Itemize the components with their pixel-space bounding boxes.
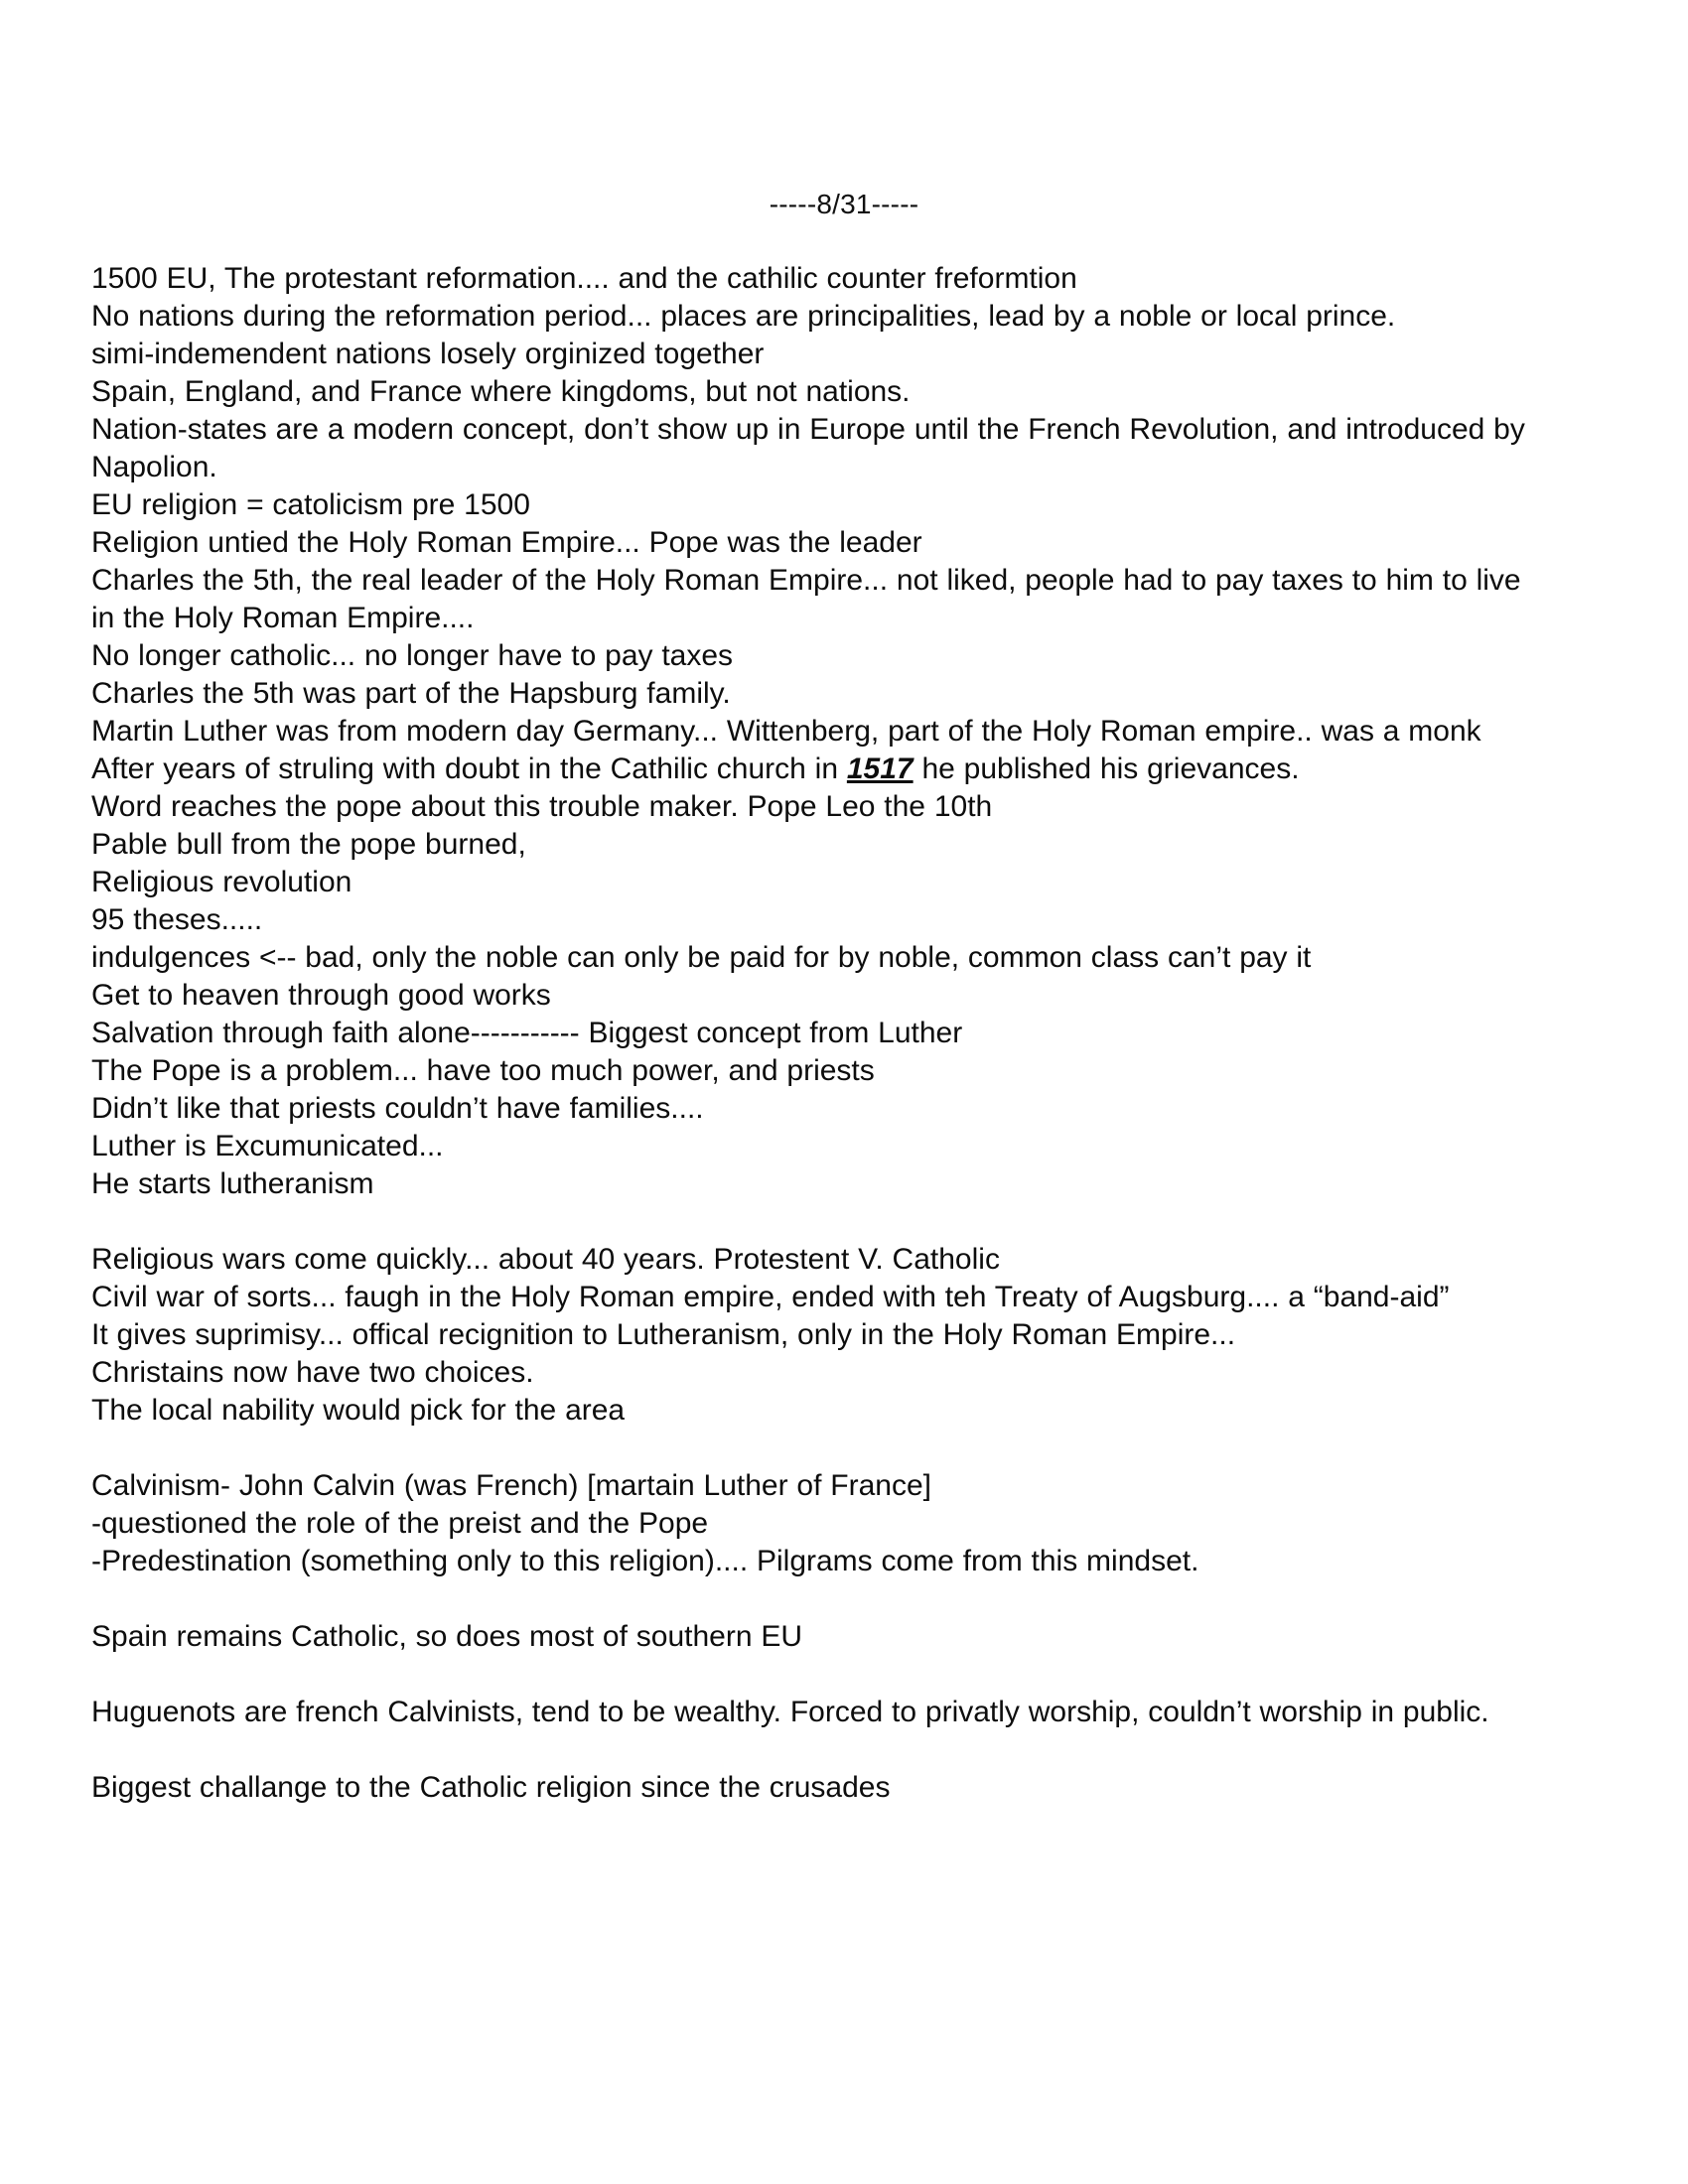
note-line: EU religion = catolicism pre 1500 <box>91 488 530 521</box>
paragraph-gap <box>91 1580 1551 1618</box>
note-line: Get to heaven through good works <box>91 979 551 1012</box>
notes-body <box>91 260 1551 1807</box>
note-line-with-highlight <box>91 751 1551 788</box>
note-line: Calvinism- John Calvin (was French) [martain Luther of France] <box>91 1469 931 1502</box>
note-line: No nations during the reformation period... places are principalities, lead by a noble or local prince. <box>91 300 1396 333</box>
note-line: Christains now have two choices. <box>91 1356 534 1389</box>
note-line: No longer catholic... no longer have to pay taxes <box>91 639 734 672</box>
note-line-prefix: After years of struling with doubt in the Cathilic church in <box>91 752 847 785</box>
note-line: Spain, England, and France where kingdoms, but not nations. <box>91 375 911 408</box>
note-line: Charles the 5th, the real leader of the Holy Roman Empire... not liked, people had to pay taxes to him to live in the Holy Roman Empire.... <box>91 564 1521 634</box>
paragraph-gap <box>91 1656 1551 1694</box>
page-date-header: -----8/31----- <box>769 189 919 219</box>
note-line: -Predestination (something only to this religion).... Pilgrams come from this mindset. <box>91 1545 1199 1577</box>
note-line: Religious wars come quickly... about 40 years. Protestent V. Catholic <box>91 1243 1000 1276</box>
notes-block-5 <box>91 1618 1551 1656</box>
notes-block-6 <box>91 1694 1551 1731</box>
note-line: Religion untied the Holy Roman Empire... Pope was the leader <box>91 526 922 559</box>
note-line: 95 theses..... <box>91 903 263 936</box>
note-line: Charles the 5th was part of the Hapsburg family. <box>91 677 731 710</box>
paragraph-gap <box>91 1203 1551 1241</box>
note-line: The local nability would pick for the area <box>91 1394 626 1427</box>
note-line: Civil war of sorts... faugh in the Holy Roman empire, ended with teh Treaty of Augsburg.... a “band-aid” <box>91 1281 1450 1313</box>
note-line: Word reaches the pope about this trouble maker. Pope Leo the 10th <box>91 790 993 823</box>
note-line: Huguenots are french Calvinists, tend to be wealthy. Forced to privatly worship, couldn’t worship in public. <box>91 1696 1489 1728</box>
notes-block-7 <box>91 1769 1551 1807</box>
note-line: The Pope is a problem... have too much power, and priests <box>91 1054 875 1087</box>
note-line: simi-indemendent nations losely orginized together <box>91 338 765 370</box>
note-line: 1500 EU, The protestant reformation.... and the cathilic counter freformtion <box>91 262 1077 295</box>
note-line: Nation-states are a modern concept, don’t show up in Europe until the French Revolution, and introduced by Napolion. <box>91 413 1525 483</box>
note-line: indulgences <-- bad, only the noble can only be paid for by noble, common class can’t pay it <box>91 941 1312 974</box>
note-line-suffix: he published his grievances. <box>913 752 1300 785</box>
notes-block-2 <box>91 788 1551 1203</box>
notes-block-4 <box>91 1467 1551 1580</box>
notes-block-3 <box>91 1241 1551 1430</box>
paragraph-gap <box>91 1731 1551 1769</box>
note-line: Luther is Excumunicated... <box>91 1130 444 1162</box>
note-line: Martin Luther was from modern day Germany... Wittenberg, part of the Holy Roman empire.. was a monk <box>91 715 1481 748</box>
note-line: Biggest challange to the Catholic religion since the crusades <box>91 1771 891 1804</box>
note-line: Spain remains Catholic, so does most of southern EU <box>91 1620 803 1653</box>
note-line: -questioned the role of the preist and the Pope <box>91 1507 709 1540</box>
notes-block-1 <box>91 260 1551 751</box>
note-line: Religious revolution <box>91 866 352 898</box>
note-line: Salvation through faith alone----------- Biggest concept from Luther <box>91 1017 963 1049</box>
paragraph-gap <box>91 1430 1551 1467</box>
highlighted-year: 1517 <box>846 752 914 785</box>
note-line: He starts lutheranism <box>91 1167 374 1200</box>
note-line: It gives suprimisy... offical recignition to Lutheranism, only in the Holy Roman Empire... <box>91 1318 1236 1351</box>
note-line: Didn’t like that priests couldn’t have families.... <box>91 1092 704 1125</box>
note-line: Pable bull from the pope burned, <box>91 828 526 861</box>
